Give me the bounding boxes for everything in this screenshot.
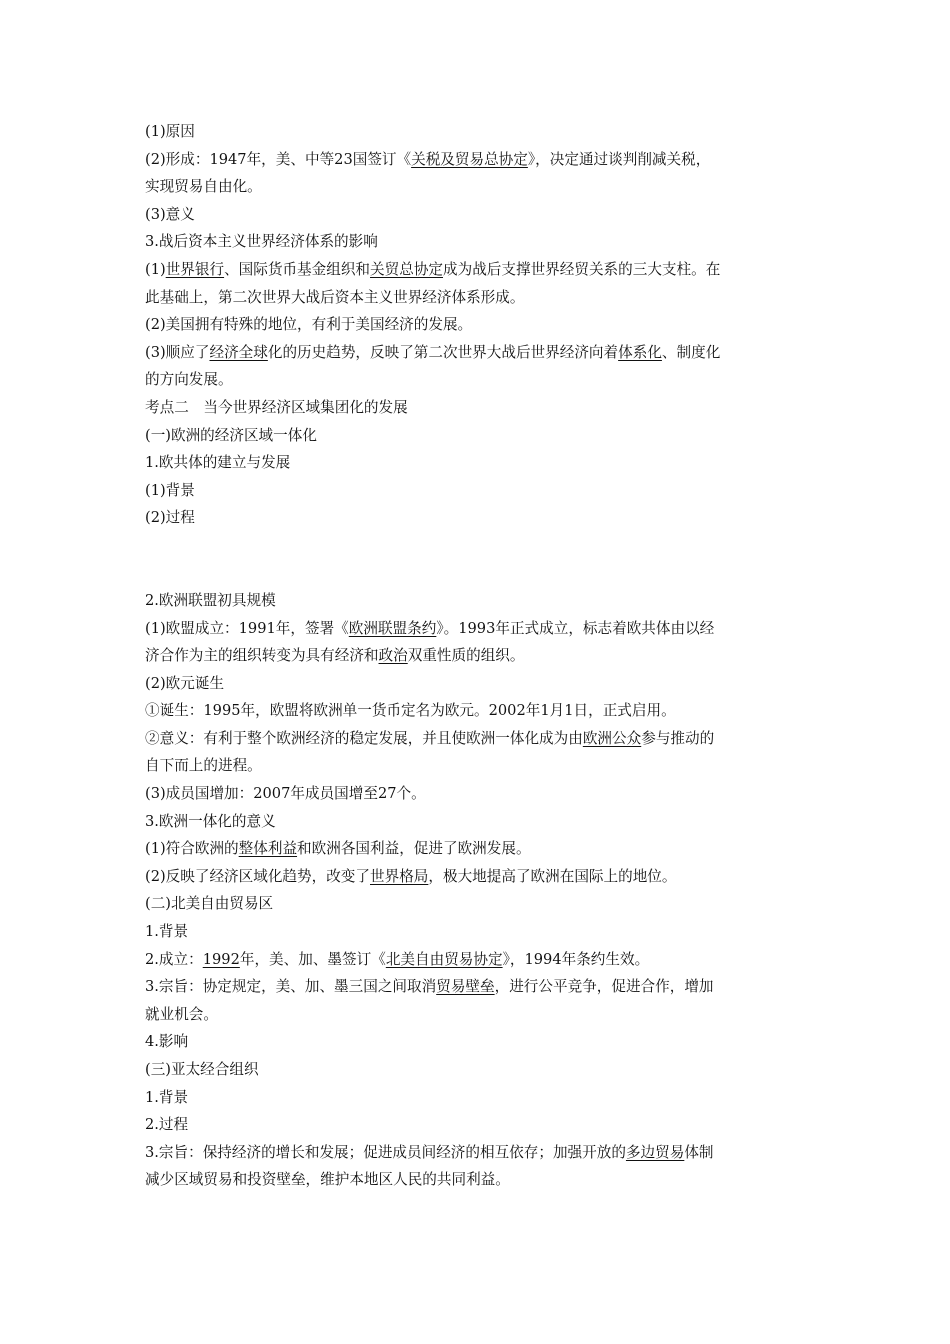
underlined-answer: 关贸总协定	[370, 260, 444, 278]
text-segment: (2)形成：1947年，美、中等23国签订《	[145, 150, 412, 168]
text-segment: (1)	[145, 260, 166, 278]
text-segment: 3.宗旨：保持经济的增长和发展；促进成员间经济的相互依存；加强开放的	[145, 1143, 626, 1161]
text-line	[145, 587, 813, 615]
underlined-answer: 1992	[202, 950, 240, 968]
text-segment: (2)反映了经济区域化趋势，改变了	[145, 867, 370, 885]
text-line	[145, 1111, 813, 1139]
text-line	[145, 256, 813, 284]
text-segment: (1)背景	[145, 481, 195, 499]
text-segment: 参与推动的	[641, 729, 715, 747]
text-line	[145, 146, 813, 174]
text-segment: (二)北美自由贸易区	[145, 895, 274, 913]
text-line	[145, 615, 813, 643]
underlined-answer: 世界银行	[165, 260, 225, 278]
text-segment: (3)意义	[145, 205, 195, 223]
text-line	[145, 504, 813, 532]
text-segment: 减少区域贸易和投资壁垒，维护本地区人民的共同利益。	[145, 1171, 510, 1189]
text-segment: 济合作为主的组织转变为具有经济和	[145, 647, 379, 665]
text-line	[145, 1056, 813, 1084]
underlined-answer: 北美自由贸易协定	[385, 950, 503, 968]
text-segment: (三)亚太经合组织	[145, 1061, 259, 1078]
text-segment: 》，1994年条约生效。	[502, 950, 650, 968]
text-segment: 和欧洲各国利益，促进了欧洲发展。	[297, 840, 531, 858]
text-segment: 的方向发展。	[145, 371, 233, 389]
text-segment: 》，决定通过谈判削减关税，	[527, 150, 711, 168]
underlined-answer: 贸易壁垒	[436, 978, 495, 996]
text-line	[145, 477, 813, 505]
text-segment: 3.战后资本主义世界经济体系的影响	[145, 233, 378, 251]
text-segment: 、国际货币基金组织和	[224, 260, 371, 278]
text-segment: 双重性质的组织。	[407, 647, 525, 665]
underlined-answer: 多边贸易	[625, 1143, 685, 1161]
text-line	[145, 201, 813, 229]
text-segment: ①诞生：1995年，欧盟将欧洲单一货币定名为欧元。2002年1月1日，正式启用。	[145, 702, 676, 720]
text-segment: 》。1993年正式成立，标志着欧共体由以经	[436, 619, 715, 637]
text-line	[145, 394, 813, 422]
text-segment: ②意义：有利于整个欧洲经济的稳定发展，并且使欧洲一体化成为由	[145, 729, 583, 747]
text-segment: 3.宗旨：协定规定，美、加、墨三国之间取消	[145, 978, 437, 996]
underlined-answer: 世界格局	[370, 867, 429, 885]
text-segment: 4.影响	[145, 1033, 189, 1051]
blank-space	[145, 532, 813, 587]
text-segment: (1)符合欧洲的	[145, 840, 239, 858]
text-line	[145, 863, 813, 891]
text-segment: 此基础上，第二次世界大战后资本主义世界经济体系形成。	[145, 288, 525, 306]
text-line	[145, 1166, 813, 1194]
text-line	[145, 752, 813, 780]
text-line	[145, 422, 813, 450]
text-line	[145, 118, 813, 146]
text-segment: (3)成员国增加：2007年成员国增至27个。	[145, 785, 426, 803]
text-segment: (2)过程	[145, 509, 195, 527]
text-line	[145, 670, 813, 698]
text-segment: 1.背景	[145, 923, 189, 941]
section-postwar-economic-system	[145, 118, 813, 532]
text-segment: 2.欧洲联盟初具规模	[145, 591, 276, 609]
text-segment: 实现贸易自由化。	[145, 178, 262, 196]
text-line	[145, 780, 813, 808]
text-line	[145, 946, 813, 974]
text-segment: 1.背景	[145, 1088, 189, 1106]
underlined-answer: 欧洲联盟条约	[348, 619, 437, 637]
text-line	[145, 1139, 813, 1167]
underlined-answer: 政治	[378, 647, 408, 665]
text-segment: (2)美国拥有特殊的地位，有利于美国经济的发展。	[145, 316, 473, 334]
text-line	[145, 835, 813, 863]
text-line	[145, 1084, 813, 1112]
text-line	[145, 918, 813, 946]
text-segment: 、制度化	[661, 343, 721, 361]
text-line	[145, 339, 813, 367]
text-line	[145, 1001, 813, 1029]
section-regional-integration	[145, 587, 813, 1194]
text-line	[145, 725, 813, 753]
underlined-answer: 关税及贸易总协定	[411, 150, 528, 168]
text-line	[145, 449, 813, 477]
text-line	[145, 228, 813, 256]
text-segment: ，进行公平竞争，促进合作，增加	[494, 978, 714, 996]
text-line	[145, 311, 813, 339]
text-segment: 自下而上的进程。	[145, 757, 262, 775]
text-line	[145, 1028, 813, 1056]
underlined-answer: 体系化	[618, 343, 662, 361]
text-segment: 体制	[684, 1143, 714, 1161]
text-segment: 2.成立：	[145, 950, 203, 968]
text-segment: 就业机会。	[145, 1005, 218, 1023]
text-line	[145, 890, 813, 918]
text-segment: (3)顺应了	[145, 343, 210, 361]
text-segment: ，极大地提高了欧洲在国际上的地位。	[428, 867, 677, 885]
text-segment: (1)欧盟成立：1991年，签署《	[145, 619, 349, 637]
text-line	[145, 808, 813, 836]
underlined-answer: 欧洲公众	[582, 729, 642, 747]
text-line	[145, 284, 813, 312]
text-segment: 化的历史趋势，反映了第二次世界大战后世界经济向着	[267, 343, 619, 361]
text-line	[145, 697, 813, 725]
text-segment: 1.欧共体的建立与发展	[145, 454, 291, 472]
text-segment: 2.过程	[145, 1116, 189, 1134]
text-segment: 年，美、加、墨签订《	[239, 950, 386, 968]
text-line	[145, 642, 813, 670]
text-segment: (一)欧洲的经济区域一体化	[145, 426, 317, 444]
document-page	[145, 118, 813, 1194]
text-segment: (1)原因	[145, 123, 195, 140]
text-segment: (2)欧元诞生	[145, 674, 225, 692]
text-segment: 成为战后支撑世界经贸关系的三大支柱。在	[443, 260, 721, 278]
text-line	[145, 366, 813, 394]
underlined-answer: 经济全球	[209, 343, 268, 361]
underlined-answer: 整体利益	[238, 840, 298, 858]
text-segment: 3.欧洲一体化的意义	[145, 812, 276, 830]
text-line	[145, 173, 813, 201]
text-line	[145, 973, 813, 1001]
text-segment: 考点二 当今世界经济区域集团化的发展	[145, 398, 408, 416]
